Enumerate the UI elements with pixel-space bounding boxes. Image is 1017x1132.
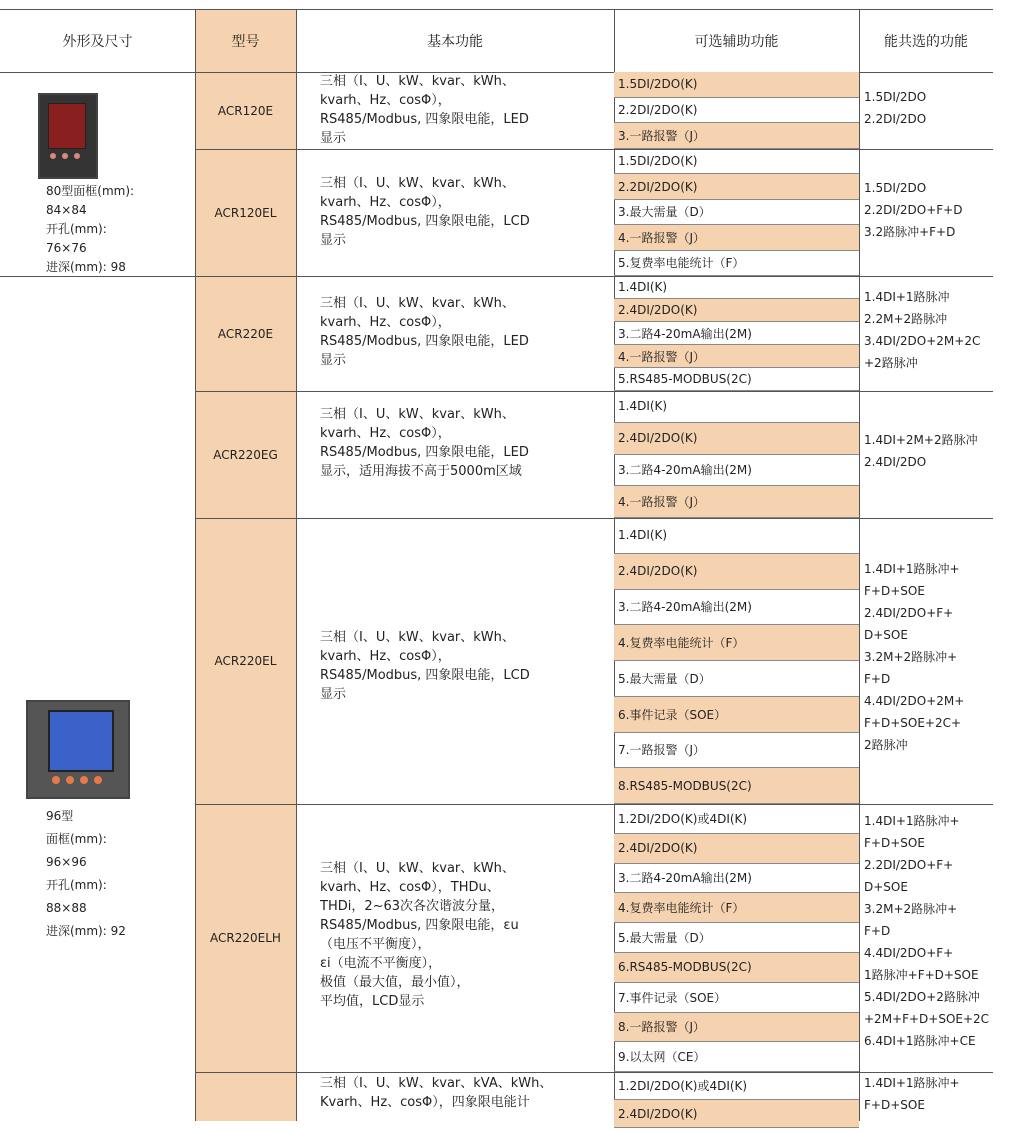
combinable-line: 1.4DI+1路脉冲+ <box>864 1076 960 1090</box>
combinable-line: D+SOE <box>864 880 908 894</box>
combinable-line: 1.5DI/2DO <box>864 181 927 195</box>
combinable-line: 2.2DI/2DO+F+ <box>864 858 954 872</box>
optional-function-item: 1.4DI(K) <box>614 276 859 299</box>
model-name: ACR120E <box>217 103 274 118</box>
optional-function-item: 2.4DI/2DO(K) <box>614 1100 859 1128</box>
row-separator <box>195 391 993 392</box>
shape-line: 进深(mm): 92 <box>46 924 126 938</box>
model-name: ACR220E <box>217 326 274 341</box>
shape-line: 88×88 <box>46 901 87 915</box>
optional-function-item: 3.二路4-20mA输出(2M) <box>614 455 859 487</box>
combinable-line: F+D+SOE+2C+ <box>864 716 962 730</box>
optional-function-item: 3.二路4-20mA输出(2M) <box>614 590 859 626</box>
basic-line: 显示 <box>320 233 347 248</box>
basic-line: RS485/Modbus, 四象限电能，εu <box>320 918 519 933</box>
optional-function-item: 8.一路报警（J） <box>614 1013 859 1043</box>
combinable-line: 4.4DI/2DO+F+ <box>864 946 954 960</box>
product-table <box>0 9 993 1121</box>
basic-line: 三相（I、U、kW、kvar、kWh、 <box>320 176 515 191</box>
combinable-line: F+D+SOE <box>864 1098 925 1112</box>
basic-line: 三相（I、U、kW、kvar、kWh、 <box>320 861 515 876</box>
combinable-line: 2路脉冲 <box>864 738 908 752</box>
combinable-functions <box>864 810 1004 1052</box>
optional-function-item: 2.4DI/2DO(K) <box>614 554 859 590</box>
optional-function-item: 1.2DI/2DO(K)或4DI(K) <box>614 804 859 834</box>
shape-dimensions-80 <box>46 182 134 277</box>
basic-line: RS485/Modbus, 四象限电能，LCD <box>320 214 530 229</box>
basic-line: RS485/Modbus, 四象限电能，LED <box>320 334 529 349</box>
combinable-line: +2路脉冲 <box>864 356 918 370</box>
basic-line: Kvarh、Hz、cosΦ），四象限电能计 <box>320 1095 530 1110</box>
shape-line: 开孔(mm): <box>46 878 107 892</box>
basic-line: 极值（最大值，最小值）， <box>320 975 470 990</box>
model-name: ACR120EL <box>214 205 277 220</box>
model-name: ACR220EG <box>213 447 278 462</box>
basic-function <box>320 174 560 250</box>
combinable-line: F+D+SOE <box>864 836 925 850</box>
optional-function-item: 5.最大需量（D） <box>614 923 859 953</box>
combinable-line: 2.4DI/2DO+F+ <box>864 606 954 620</box>
shape-line: 进深(mm): 98 <box>46 260 126 274</box>
combinable-line: 1.5DI/2DO <box>864 90 927 104</box>
combinable-functions <box>864 429 1004 473</box>
optional-function-item: 2.4DI/2DO(K) <box>614 834 859 864</box>
combinable-line: 3.4DI/2DO+2M+2C <box>864 334 981 348</box>
optional-function-item: 6.事件记录（SOE） <box>614 697 859 733</box>
basic-function <box>320 294 560 370</box>
optional-function-item: 2.4DI/2DO(K) <box>614 299 859 322</box>
combinable-line: 5.4DI/2DO+2路脉冲 <box>864 990 980 1004</box>
optional-function-item: 3.二路4-20mA输出(2M) <box>614 864 859 894</box>
combinable-line: 2.2DI/2DO <box>864 112 927 126</box>
optional-function-item: 8.RS485-MODBUS(2C) <box>614 768 859 804</box>
optional-function-item: 1.5DI/2DO(K) <box>614 149 859 174</box>
basic-function <box>320 1074 560 1112</box>
basic-line: 三相（I、U、kW、kvar、kWh、 <box>320 630 515 645</box>
optional-function-item: 9.以太网（CE） <box>614 1042 859 1072</box>
optional-function-item: 2.2DI/2DO(K) <box>614 174 859 199</box>
basic-line: kvarh、Hz、cosΦ）， <box>320 649 451 664</box>
combinable-line: 6.4DI+1路脉冲+CE <box>864 1034 976 1048</box>
combinable-functions <box>864 286 1004 374</box>
header-shape: 外形及尺寸 <box>0 10 195 73</box>
basic-function <box>320 628 560 704</box>
combinable-functions <box>864 1072 1004 1116</box>
header-combinable: 能共选的功能 <box>859 10 993 73</box>
acr220-device-image <box>26 700 130 799</box>
optional-function-item: 1.4DI(K) <box>614 391 859 423</box>
combinable-line: 3.2M+2路脉冲+ <box>864 902 958 916</box>
optional-function-item: 1.4DI(K) <box>614 518 859 554</box>
combinable-line: 4.4DI/2DO+2M+ <box>864 694 965 708</box>
header-model: 型号 <box>195 10 296 73</box>
optional-function-item: 5.RS485-MODBUS(2C) <box>614 368 859 391</box>
shape-line: 96×96 <box>46 855 87 869</box>
optional-function-item: 1.2DI/2DO(K)或4DI(K) <box>614 1072 859 1100</box>
combinable-line: 1.4DI+1路脉冲+ <box>864 814 960 828</box>
shape-line: 面框(mm): <box>46 832 107 846</box>
basic-line: 三相（I、U、kW、kvar、kVA、kWh、 <box>320 1076 553 1091</box>
combinable-line: 2.2DI/2DO+F+D <box>864 203 963 217</box>
shape-line: 开孔(mm): <box>46 222 107 236</box>
combinable-line: F+D <box>864 672 891 686</box>
combinable-line: 1.4DI+1路脉冲+ <box>864 562 960 576</box>
combinable-functions <box>864 558 1004 756</box>
combinable-line: 1路脉冲+F+D+SOE <box>864 968 979 982</box>
basic-line: 显示 <box>320 131 347 146</box>
basic-line: 三相（I、U、kW、kvar、kWh、 <box>320 407 515 422</box>
basic-line: 三相（I、U、kW、kvar、kWh、 <box>320 296 515 311</box>
combinable-line: F+D+SOE <box>864 584 925 598</box>
basic-line: RS485/Modbus, 四象限电能，LED <box>320 445 529 460</box>
basic-line: 显示 <box>320 353 347 368</box>
optional-function-item: 7.一路报警（J） <box>614 733 859 769</box>
combinable-line: 1.4DI+1路脉冲 <box>864 290 950 304</box>
basic-line: 平均值，LCD显示 <box>320 994 425 1009</box>
optional-function-item: 5.最大需量（D） <box>614 661 859 697</box>
combinable-line: 2.4DI/2DO <box>864 455 927 469</box>
basic-line: kvarh、Hz、cosΦ）， <box>320 93 451 108</box>
combinable-line: F+D <box>864 924 891 938</box>
model-name: ACR220EL <box>214 654 277 668</box>
basic-line: kvarh、Hz、cosΦ）， <box>320 315 451 330</box>
combinable-functions <box>864 86 1004 130</box>
basic-line: 显示，适用海拔不高于5000m区域 <box>320 464 522 479</box>
optional-function-item: 3.最大需量（D） <box>614 200 859 225</box>
basic-line: kvarh、Hz、cosΦ）， <box>320 195 451 210</box>
optional-function-item: 6.RS485-MODBUS(2C) <box>614 953 859 983</box>
basic-line: kvarh、Hz、cosΦ）， <box>320 426 451 441</box>
header-optional: 可选辅助功能 <box>614 10 859 73</box>
basic-line: RS485/Modbus, 四象限电能，LED <box>320 112 529 127</box>
basic-line: （电压不平衡度）， <box>320 937 431 952</box>
combinable-line: D+SOE <box>864 628 908 642</box>
combinable-line: 3.2M+2路脉冲+ <box>864 650 958 664</box>
optional-function-item: 1.5DI/2DO(K) <box>614 72 859 98</box>
row-separator <box>195 149 993 150</box>
combinable-functions <box>864 177 1004 243</box>
acr120-device-image <box>38 93 98 179</box>
divider <box>859 10 860 1121</box>
combinable-line: 3.2路脉冲+F+D <box>864 225 956 239</box>
optional-function-item: 4.复费率电能统计（F） <box>614 625 859 661</box>
optional-function-item: 5.复费率电能统计（F） <box>614 251 859 276</box>
model-name: ACR220ELH <box>210 931 281 945</box>
optional-function-item: 2.2DI/2DO(K) <box>614 98 859 124</box>
basic-line: THDi，2~63次各次谐波分量， <box>320 899 505 914</box>
basic-line: kvarh、Hz、cosΦ），THDu、 <box>320 880 500 895</box>
optional-function-item: 4.复费率电能统计（F） <box>614 893 859 923</box>
optional-function-item: 4.一路报警（J） <box>614 345 859 368</box>
basic-line: 显示 <box>320 687 347 702</box>
row-separator <box>195 518 993 519</box>
optional-function-item: 4.一路报警（J） <box>614 486 859 518</box>
basic-line: εi（电流不平衡度）， <box>320 956 442 971</box>
basic-function <box>320 405 560 481</box>
shape-line: 80型面框(mm): <box>46 184 135 198</box>
combinable-line: 1.4DI+2M+2路脉冲 <box>864 433 978 447</box>
header-basic: 基本功能 <box>296 10 614 73</box>
model-name <box>195 1072 296 1132</box>
optional-function-item: 7.事件记录（SOE） <box>614 983 859 1013</box>
basic-line: 三相（I、U、kW、kvar、kWh、 <box>320 74 515 89</box>
optional-function-item: 3.二路4-20mA输出(2M) <box>614 322 859 345</box>
combinable-line: 2.2M+2路脉冲 <box>864 312 948 326</box>
basic-function <box>320 859 560 1011</box>
basic-function <box>320 72 560 148</box>
optional-function-item: 4.一路报警（J） <box>614 225 859 250</box>
shape-dimensions-96 <box>46 805 126 943</box>
optional-function-item: 3.一路报警（J） <box>614 123 859 149</box>
row-separator <box>195 804 993 805</box>
basic-line: RS485/Modbus, 四象限电能，LCD <box>320 668 530 683</box>
optional-function-item: 2.4DI/2DO(K) <box>614 423 859 455</box>
divider <box>296 10 297 1121</box>
shape-line: 84×84 <box>46 203 87 217</box>
shape-line: 76×76 <box>46 241 87 255</box>
combinable-line: +2M+F+D+SOE+2C <box>864 1012 990 1026</box>
shape-line: 96型 <box>46 809 74 823</box>
